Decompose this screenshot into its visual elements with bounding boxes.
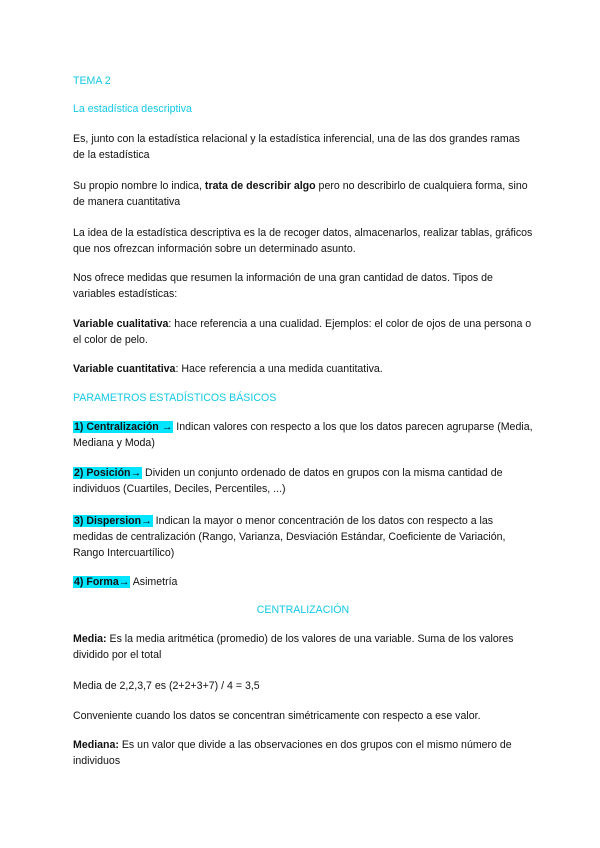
centralization-heading: CENTRALIZACIÓN	[256, 604, 350, 616]
media-definition	[73, 631, 533, 663]
term-definition: : Hace referencia a una medida cuantitativa.	[175, 363, 383, 375]
paragraph-text: pero no describirlo de cualquiera forma, sino de manera cuantitativa	[73, 180, 528, 208]
parameters-heading: PARAMETROS ESTADÍSTICOS BÁSICOS	[73, 392, 277, 404]
term-definition: Es un valor que divide a las observaciones en dos grupos con el mismo número de individuos	[73, 739, 512, 767]
qualitative-variable	[73, 316, 533, 348]
measures-paragraph: Nos ofrece medidas que resumen la información de una gran cantidad de datos. Tipos de variables estadísticas:	[73, 272, 493, 300]
param-label: 4) Forma→	[74, 576, 130, 588]
param-label: 1) Centralización →	[74, 421, 173, 433]
mediana-definition	[73, 737, 533, 769]
param-item	[73, 513, 533, 561]
convenient-note: Conveniente cuando los datos se concentran simétricamente con respecto a ese valor.	[73, 710, 481, 722]
param-item	[73, 574, 533, 590]
section-subtitle: La estadística descriptiva	[73, 103, 192, 115]
param-text: Dividen un conjunto ordenado de datos en grupos con la misma cantidad de individuos (Cuartiles, Deciles, Percentiles, ...)	[73, 467, 503, 495]
idea-paragraph: La idea de la estadística descriptiva es la de recoger datos, almacenarlos, realizar tablas, gráficos que nos ofrezcan información sobre un determinado asunto.	[73, 227, 533, 255]
param-text: Indican valores con respecto a los que los datos parecen agruparse (Media, Mediana y Moda)	[73, 421, 533, 449]
param-item	[73, 419, 533, 451]
term-label: Media:	[73, 633, 107, 645]
param-text: Indican la mayor o menor concentración de los datos con respecto a las medidas de centralización (Rango, Varianza, Desviación Estándar, Coeficiente de Variación, Rango Intercuartílico)	[73, 515, 506, 559]
bold-phrase: trata de describir algo	[204, 180, 316, 192]
term-label: Variable cuantitativa	[73, 363, 176, 375]
param-label: 3) Dispersion→	[74, 515, 152, 527]
term-label: Variable cualitativa	[73, 318, 169, 330]
param-item	[73, 465, 533, 497]
media-example: Media de 2,2,3,7 es (2+2+3+7) / 4 = 3,5	[73, 680, 260, 692]
param-label: 2) Posición→	[74, 467, 142, 479]
quantitative-variable	[73, 361, 533, 377]
intro-paragraph: Es, junto con la estadística relacional y la estadística inferencial, una de las dos grandes ramas de la estadística	[73, 133, 520, 161]
term-definition: Es la media aritmética (promedio) de los valores de una variable. Suma de los valores dividido por el total	[73, 633, 514, 661]
term-label: Mediana:	[73, 739, 119, 751]
topic-number: TEMA 2	[73, 75, 111, 87]
term-definition: : hace referencia a una cualidad. Ejemplos: el color de ojos de una persona o el color de pelo.	[73, 318, 532, 346]
paragraph-text: Su propio nombre lo indica,	[73, 180, 205, 192]
param-text: Asimetría	[130, 576, 178, 588]
description-paragraph	[73, 178, 533, 210]
